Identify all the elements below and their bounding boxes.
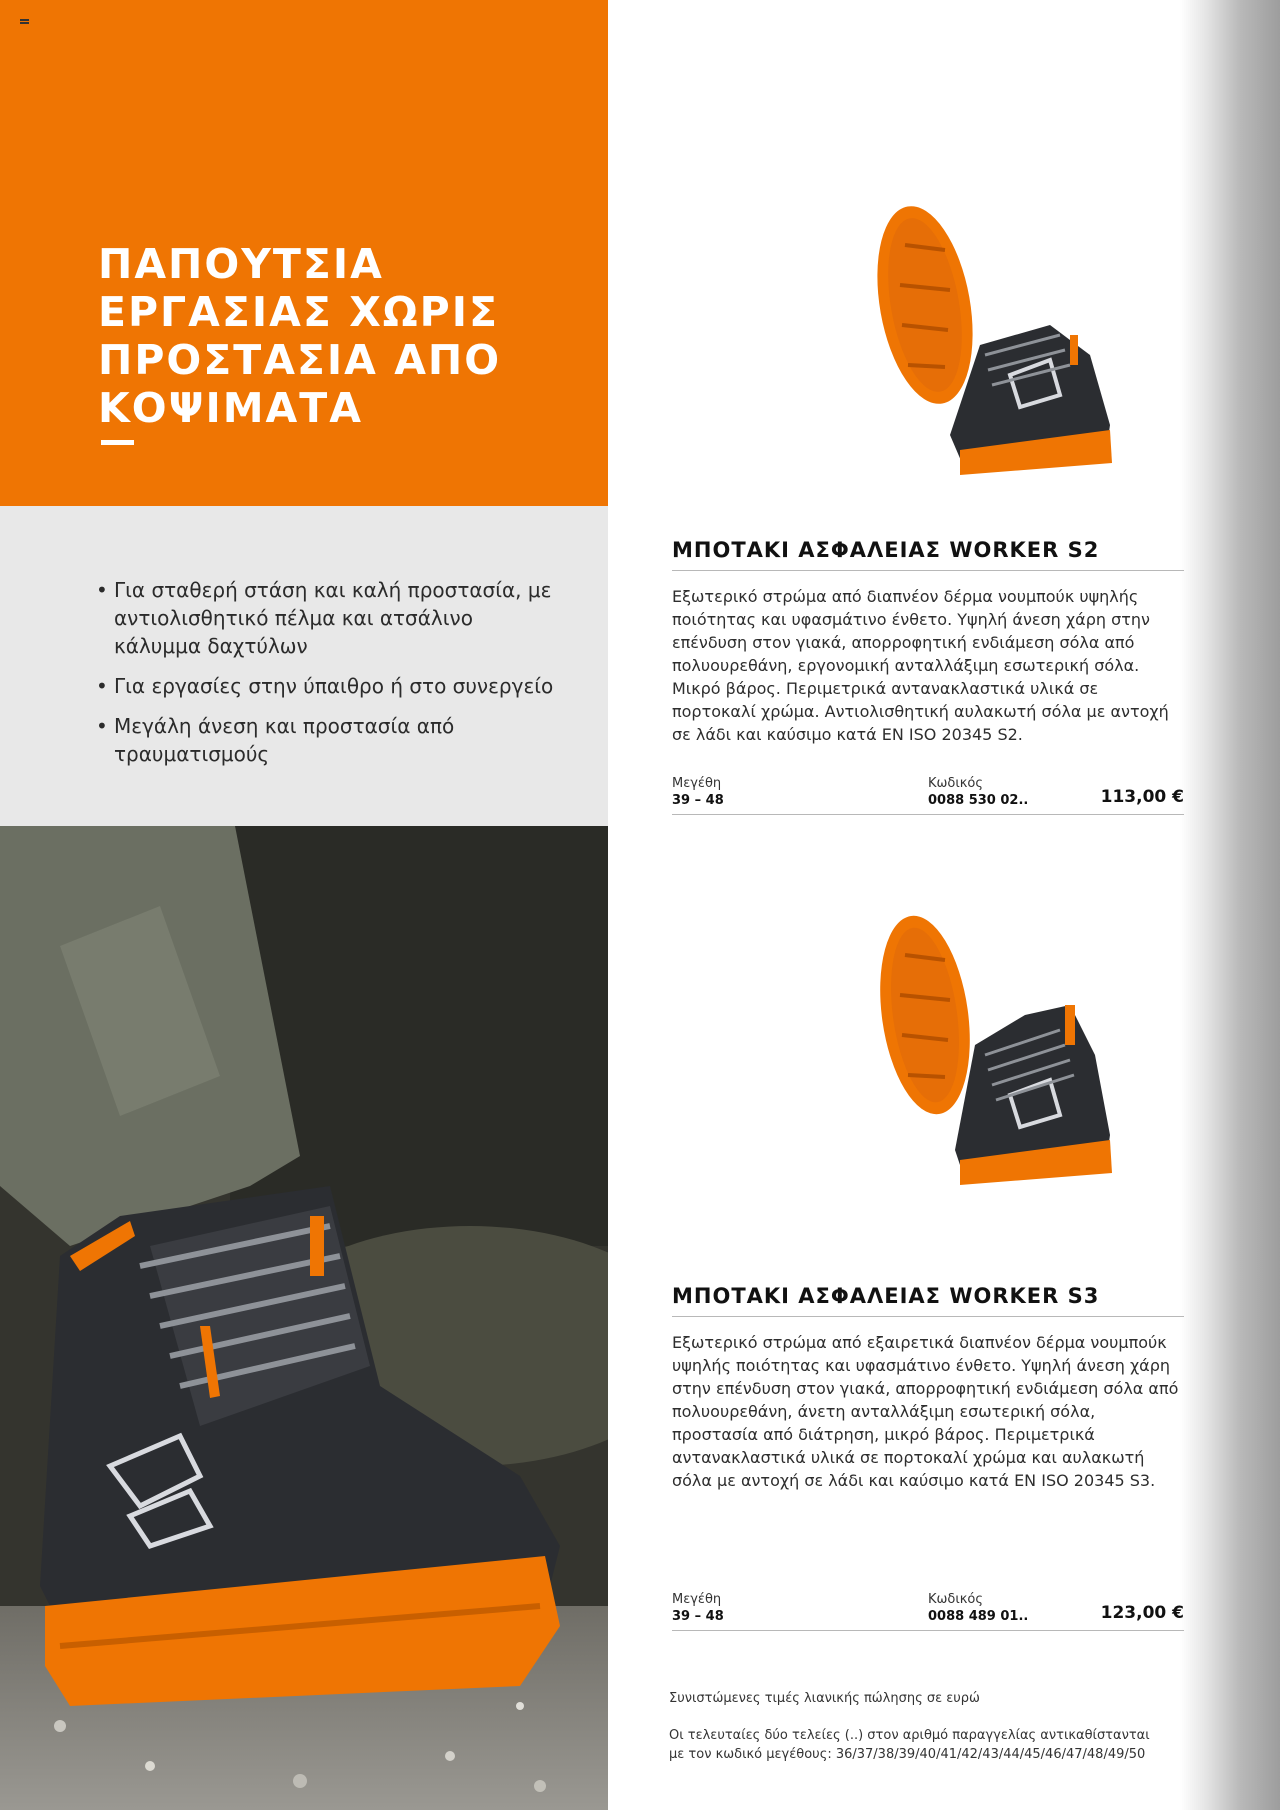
- code-label: Κωδικός: [928, 776, 984, 791]
- sizes-value: 39 – 48: [672, 1609, 724, 1624]
- page-title: ΠΑΠΟΥΤΣΙΑ ΕΡΓΑΣΙΑΣ ΧΩΡΙΣ ΠΡΟΣΤΑΣΙΑ ΑΠΟ ΚΟΨΙΜΑΤΑ: [98, 240, 502, 432]
- page-edge-shadow: [1180, 0, 1280, 1810]
- sizes-label: Μεγέθη: [672, 1592, 722, 1607]
- feature-item: • Για σταθερή στάση και καλή προστασία, με αντιολισθητικό πέλμα και ατσάλινο κάλυμμα δαχτύλων: [96, 576, 556, 660]
- code-value: 0088 489 01..: [928, 1609, 1029, 1624]
- features-panel: [0, 506, 608, 826]
- sizes-value: 39 – 48: [672, 793, 724, 808]
- feature-item: • Για εργασίες στην ύπαιθρο ή στο συνεργείο: [96, 672, 556, 700]
- title-panel: [0, 0, 608, 506]
- feature-item: • Μεγάλη άνεση και προστασία από τραυματισμούς: [96, 712, 556, 768]
- product-description: Εξωτερικό στρώμα από διαπνέον δέρμα νουμπούκ υψηλής ποιότητας και υφασμάτινο ένθετο. Υψηλή άνεση χάρη στην επένδυση στον γιακά, απορροφητική ενδιάμεση σόλα από πολυουρεθάνη, εργονομική ανταλλάξιμη εσωτερική σόλα. Μικρό βάρος. Περιμετρικά αντανακλαστικά υλικά σε πορτοκαλί χρώμα. Αντιολισθητική αυλακωτή σόλα με αντοχή σε λάδι και καύσιμο κατά EN ISO 20345 S2.: [672, 587, 1169, 744]
- size-code-note: Οι τελευταίες δύο τελείες (..) στον αριθμό παραγγελίας αντικαθίστανται με τον κωδικό μεγέθους: 36/37/38/39/40/41/42/43/44/45/46/47/48/49/50: [669, 1728, 1150, 1762]
- product-image-worker-s3: [860, 905, 1120, 1205]
- features-list: [96, 576, 556, 780]
- price: 113,00 €: [1100, 787, 1184, 807]
- product-image-worker-s2: [860, 195, 1120, 495]
- product-specs: [672, 776, 1184, 815]
- product-title: ΜΠΟΤΑΚΙ ΑΣΦΑΛΕΙΑΣ WORKER S3: [672, 1284, 1184, 1317]
- product-description: Εξωτερικό στρώμα από εξαιρετικά διαπνέον δέρμα νουμπούκ υψηλής ποιότητας και υφασμάτινο ένθετο. Υψηλή άνεση χάρη στην επένδυση στον γιακά, απορροφητική ενδιάμεση σόλα από πολυουρεθάνη, άνετη ανταλλάξιμη εσωτερική σόλα, προστασία από διάτρηση, μικρό βάρος. Περιμετρικά αντανακλαστικά υλικά σε πορτοκαλί χρώμα και αυλακωτή σόλα με αντοχή σε λάδι και καύσιμο κατά EN ISO 20345 S3.: [672, 1333, 1179, 1490]
- code-value: 0088 530 02..: [928, 793, 1029, 808]
- product-worker-s3: [672, 1284, 1184, 1508]
- title-underline: [101, 440, 134, 445]
- lifestyle-photo: [0, 826, 608, 1810]
- sizes-label: Μεγέθη: [672, 776, 722, 791]
- code-label: Κωδικός: [928, 1592, 984, 1607]
- product-worker-s2: [672, 538, 1184, 762]
- prices-note: Συνιστώμενες τιμές λιανικής πώλησης σε ευρώ: [669, 1691, 980, 1706]
- product-specs: [672, 1592, 1184, 1631]
- price: 123,00 €: [1100, 1603, 1184, 1623]
- product-title: ΜΠΟΤΑΚΙ ΑΣΦΑΛΕΙΑΣ WORKER S2: [672, 538, 1184, 571]
- menu-icon[interactable]: [20, 19, 29, 26]
